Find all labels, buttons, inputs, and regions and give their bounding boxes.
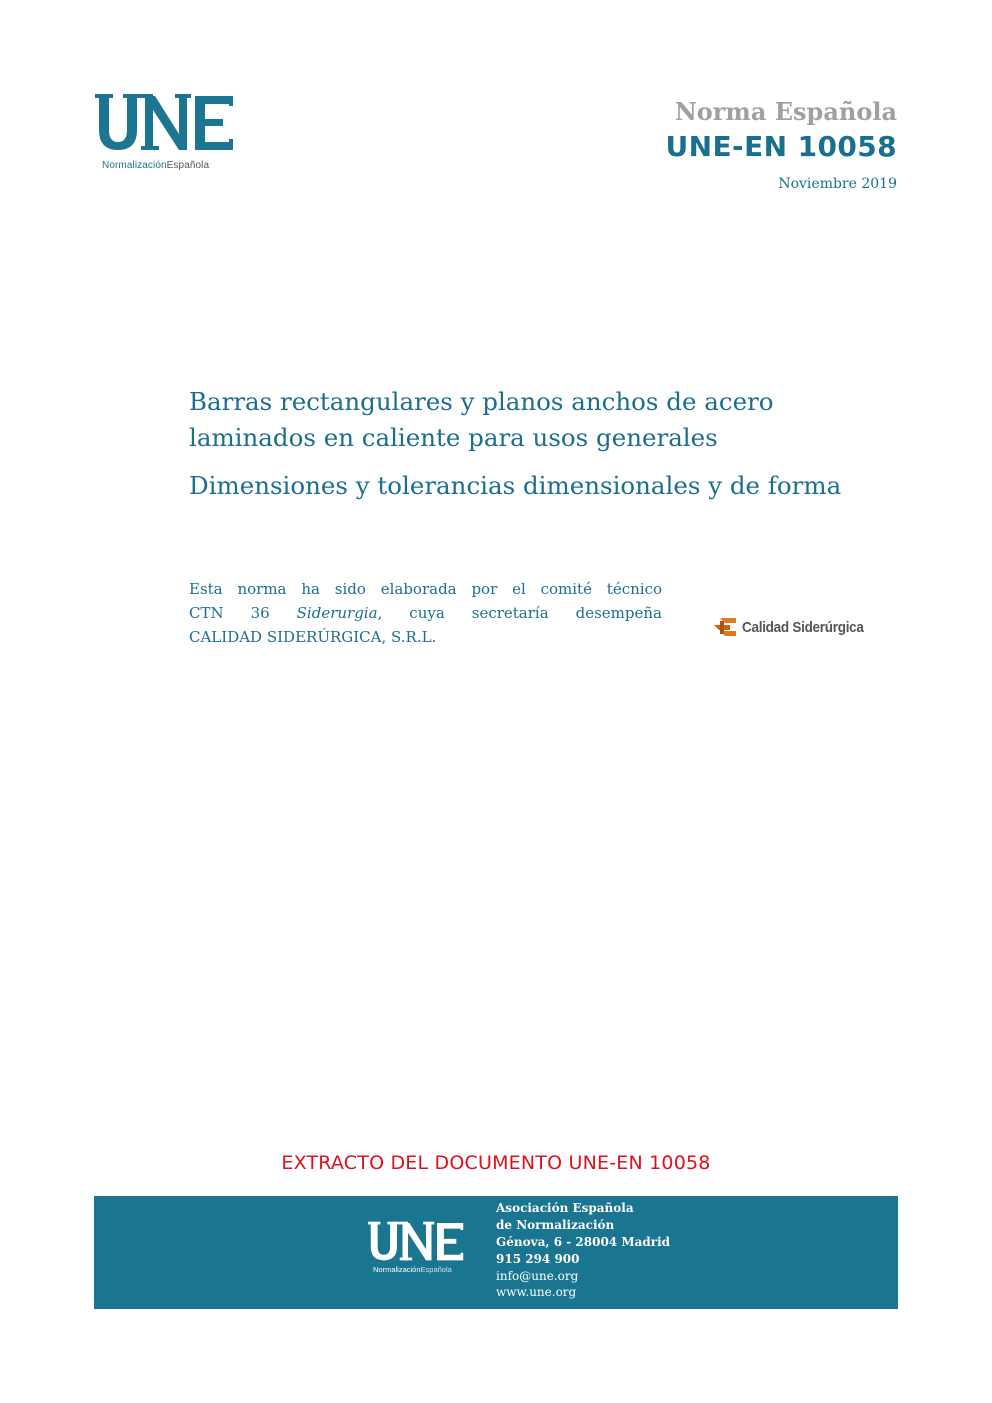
- calidad-siderurgica-mark-icon: [712, 616, 738, 638]
- footer-email-link[interactable]: info@une.org: [496, 1269, 579, 1283]
- footer-phone: 915 294 900: [496, 1252, 580, 1266]
- title-line-2: laminados en caliente para usos generales: [189, 423, 718, 452]
- subtitle: Dimensiones y tolerancias dimensionales y de forma: [189, 471, 842, 500]
- une-caption-part1: Normalización: [102, 160, 167, 171]
- standard-type: Norma Española: [674, 97, 897, 126]
- calidad-siderurgica-logo: [712, 616, 877, 638]
- committee-line-2: [189, 601, 662, 625]
- committee-ctn: CTN 36: [189, 604, 270, 622]
- calidad-siderurgica-text: Calidad Siderúrgica: [742, 618, 864, 636]
- committee-ctn-name: Siderurgia: [296, 604, 378, 622]
- extract-notice: EXTRACTO DEL DOCUMENTO UNE-EN 10058: [281, 1152, 711, 1174]
- une-logo-letters: [95, 92, 245, 152]
- footer-logo-caption: [373, 1265, 452, 1274]
- une-logo: [95, 92, 245, 182]
- publication-date: Noviembre 2019: [778, 176, 897, 192]
- footer-caption-part1: Normalización: [373, 1265, 421, 1274]
- footer-web-link[interactable]: www.une.org: [496, 1285, 577, 1299]
- committee-statement: [189, 577, 662, 649]
- title-line-1: Barras rectangulares y planos anchos de acero: [189, 387, 774, 416]
- une-caption-part2: Española: [166, 160, 210, 171]
- committee-line-3: CALIDAD SIDERÚRGICA, S.R.L.: [189, 628, 437, 646]
- footer-contact-info: [496, 1200, 670, 1300]
- footer-caption-part2: Española: [420, 1265, 452, 1274]
- document-header: [666, 96, 897, 194]
- footer-une-logo-mark: [368, 1220, 466, 1262]
- committee-line-1: Esta norma ha sido elaborada por el comité técnico: [189, 580, 662, 598]
- footer-une-logo: [368, 1220, 478, 1280]
- document-title: [189, 384, 909, 504]
- footer-org-line-2: de Normalización: [496, 1218, 615, 1232]
- standard-code: UNE-EN 10058: [665, 130, 897, 163]
- footer-org-line-1: Asociación Española: [496, 1201, 634, 1215]
- une-logo-mark: [95, 92, 237, 152]
- committee-line-2-rest: , cuya secretaría desempeña: [377, 604, 662, 622]
- une-logo-caption: [102, 160, 209, 171]
- footer-band: [94, 1196, 898, 1309]
- footer-address: Génova, 6 - 28004 Madrid: [496, 1235, 671, 1249]
